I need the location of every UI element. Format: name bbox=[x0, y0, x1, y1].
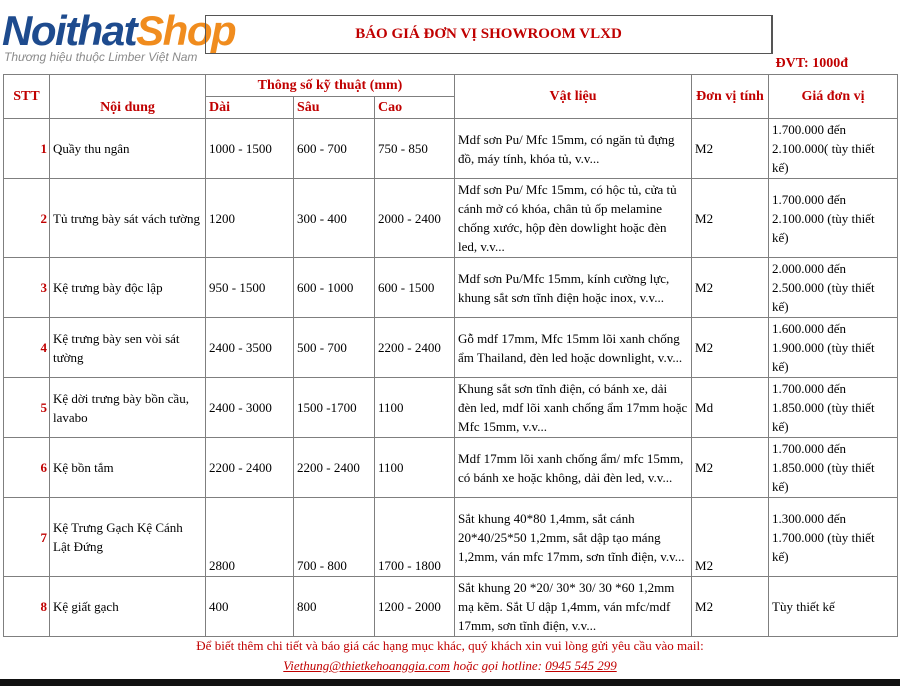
header-stt: STT bbox=[4, 75, 50, 119]
logo-tagline: Thương hiệu thuộc Limber Việt Nam bbox=[4, 50, 198, 64]
row-material: Mdf 17mm lõi xanh chống ẩm/ mfc 15mm, có bánh xe hoặc không, dải đèn led, v.v... bbox=[455, 438, 692, 498]
row-price: 2.000.000 đến 2.500.000 (tùy thiết kế) bbox=[769, 258, 898, 318]
row-name: Kệ giất gạch bbox=[50, 577, 206, 637]
table-row bbox=[4, 258, 898, 318]
row-name: Quầy thu ngân bbox=[50, 119, 206, 179]
row-name: Kệ trưng bày độc lập bbox=[50, 258, 206, 318]
header-unit: Đơn vị tính bbox=[692, 75, 769, 119]
row-depth: 800 bbox=[294, 577, 375, 637]
row-price: 1.600.000 đến 1.900.000 (tùy thiết kế) bbox=[769, 318, 898, 378]
table-header-row-1 bbox=[4, 75, 898, 97]
row-unit: Md bbox=[692, 378, 769, 438]
bottom-divider bbox=[0, 679, 900, 686]
footer-info-line: Để biết thêm chi tiết và báo giá các hạng mục khác, quý khách xin vui lòng gửi yêu cầu vào mail: bbox=[196, 638, 704, 653]
row-height: 1100 bbox=[375, 378, 455, 438]
row-unit: M2 bbox=[692, 119, 769, 179]
row-unit: M2 bbox=[692, 577, 769, 637]
footer-contact-line bbox=[0, 656, 900, 676]
row-height: 750 - 850 bbox=[375, 119, 455, 179]
row-height: 2000 - 2400 bbox=[375, 179, 455, 258]
row-depth: 2200 - 2400 bbox=[294, 438, 375, 498]
row-stt: 1 bbox=[4, 119, 50, 179]
row-height: 1200 - 2000 bbox=[375, 577, 455, 637]
logo-part-noithat: Noithat bbox=[2, 7, 137, 54]
header-material: Vật liệu bbox=[455, 75, 692, 119]
row-height: 2200 - 2400 bbox=[375, 318, 455, 378]
header-spec-group: Thông số kỹ thuật (mm) bbox=[206, 75, 455, 97]
contact-email-link[interactable]: Viethung@thietkehoanggia.com bbox=[283, 658, 450, 673]
table-row bbox=[4, 498, 898, 577]
table-row bbox=[4, 378, 898, 438]
row-name: Kệ trưng bày sen vòi sát tường bbox=[50, 318, 206, 378]
contact-footer bbox=[0, 636, 900, 676]
header-content: Nội dung bbox=[50, 75, 206, 119]
unit-note: ĐVT: 1000đ bbox=[775, 56, 848, 71]
row-name: Kệ dời trưng bày bồn cầu, lavabo bbox=[50, 378, 206, 438]
row-material: Khung sắt sơn tĩnh điện, có bánh xe, dải đèn led, mdf lõi xanh chống ẩm 17mm hoặc Mfc 15mm, v.v... bbox=[455, 378, 692, 438]
table-row bbox=[4, 119, 898, 179]
row-stt: 4 bbox=[4, 318, 50, 378]
page-title-text: BÁO GIÁ ĐƠN VỊ SHOWROOM VLXD bbox=[355, 26, 622, 42]
row-price: 1.700.000 đến 2.100.000( tùy thiết kế) bbox=[769, 119, 898, 179]
row-stt: 3 bbox=[4, 258, 50, 318]
logo-wordmark bbox=[2, 8, 235, 54]
row-depth: 700 - 800 bbox=[294, 498, 375, 577]
logo-part-shop: Shop bbox=[136, 7, 236, 54]
hotline-number[interactable]: 0945 545 299 bbox=[545, 658, 617, 673]
row-stt: 2 bbox=[4, 179, 50, 258]
row-name: Tủ trưng bày sát vách tường bbox=[50, 179, 206, 258]
row-length: 2400 - 3500 bbox=[206, 318, 294, 378]
row-depth: 600 - 700 bbox=[294, 119, 375, 179]
page-title bbox=[205, 15, 773, 54]
row-stt: 6 bbox=[4, 438, 50, 498]
row-height: 600 - 1500 bbox=[375, 258, 455, 318]
row-length: 1200 bbox=[206, 179, 294, 258]
row-length: 2800 bbox=[206, 498, 294, 577]
row-length: 2400 - 3000 bbox=[206, 378, 294, 438]
row-depth: 1500 -1700 bbox=[294, 378, 375, 438]
row-material: Sắt khung 40*80 1,4mm, sắt cánh 20*40/25*50 1,2mm, sắt dập tạo máng 1,2mm, ván mfc 17mm, sơn tĩnh điện, v.v... bbox=[455, 498, 692, 577]
row-depth: 500 - 700 bbox=[294, 318, 375, 378]
table-row bbox=[4, 438, 898, 498]
row-unit: M2 bbox=[692, 318, 769, 378]
row-unit: M2 bbox=[692, 498, 769, 577]
row-material: Gỗ mdf 17mm, Mfc 15mm lõi xanh chống ẩm Thailand, đèn led hoặc downlight, v.v... bbox=[455, 318, 692, 378]
table-row bbox=[4, 577, 898, 637]
row-depth: 600 - 1000 bbox=[294, 258, 375, 318]
row-material: Mdf sơn Pu/ Mfc 15mm, có ngăn tủ đựng đồ, máy tính, khóa tủ, v.v... bbox=[455, 119, 692, 179]
row-stt: 7 bbox=[4, 498, 50, 577]
row-unit: M2 bbox=[692, 438, 769, 498]
row-unit: M2 bbox=[692, 258, 769, 318]
row-price: 1.700.000 đến 1.850.000 (tùy thiết kế) bbox=[769, 378, 898, 438]
row-length: 950 - 1500 bbox=[206, 258, 294, 318]
header-depth: Sâu bbox=[294, 97, 375, 119]
row-stt: 5 bbox=[4, 378, 50, 438]
price-table bbox=[3, 74, 898, 637]
row-unit: M2 bbox=[692, 179, 769, 258]
row-material: Mdf sơn Pu/ Mfc 15mm, có hộc tủ, cửa tủ cánh mở có khóa, chân tủ ốp melamine chống xước, hộp đèn dowlight hoặc đèn led, v.v... bbox=[455, 179, 692, 258]
table-row bbox=[4, 318, 898, 378]
row-length: 1000 - 1500 bbox=[206, 119, 294, 179]
hotline-label: hoặc gọi hotline: bbox=[453, 658, 542, 673]
header-height: Cao bbox=[375, 97, 455, 119]
row-length: 2200 - 2400 bbox=[206, 438, 294, 498]
row-price: Tùy thiết kế bbox=[769, 577, 898, 637]
row-material: Sắt khung 20 *20/ 30* 30/ 30 *60 1,2mm mạ kẽm. Sắt U dập 1,4mm, ván mfc/mdf 17mm, sơn tĩnh điện, v.v... bbox=[455, 577, 692, 637]
row-length: 400 bbox=[206, 577, 294, 637]
row-price: 1.300.000 đến 1.700.000 (tùy thiết kế) bbox=[769, 498, 898, 577]
row-name: Kệ Trưng Gạch Kệ Cánh Lật Đứng bbox=[50, 498, 206, 577]
row-price: 1.700.000 đến 1.850.000 (tùy thiết kế) bbox=[769, 438, 898, 498]
row-depth: 300 - 400 bbox=[294, 179, 375, 258]
row-price: 1.700.000 đến 2.100.000 (tùy thiết kế) bbox=[769, 179, 898, 258]
row-name: Kệ bồn tắm bbox=[50, 438, 206, 498]
header-price: Giá đơn vị bbox=[769, 75, 898, 119]
row-height: 1700 - 1800 bbox=[375, 498, 455, 577]
table-row bbox=[4, 179, 898, 258]
row-height: 1100 bbox=[375, 438, 455, 498]
row-stt: 8 bbox=[4, 577, 50, 637]
row-material: Mdf sơn Pu/Mfc 15mm, kính cường lực, khung sắt sơn tĩnh điện hoặc inox, v.v... bbox=[455, 258, 692, 318]
header-length: Dài bbox=[206, 97, 294, 119]
